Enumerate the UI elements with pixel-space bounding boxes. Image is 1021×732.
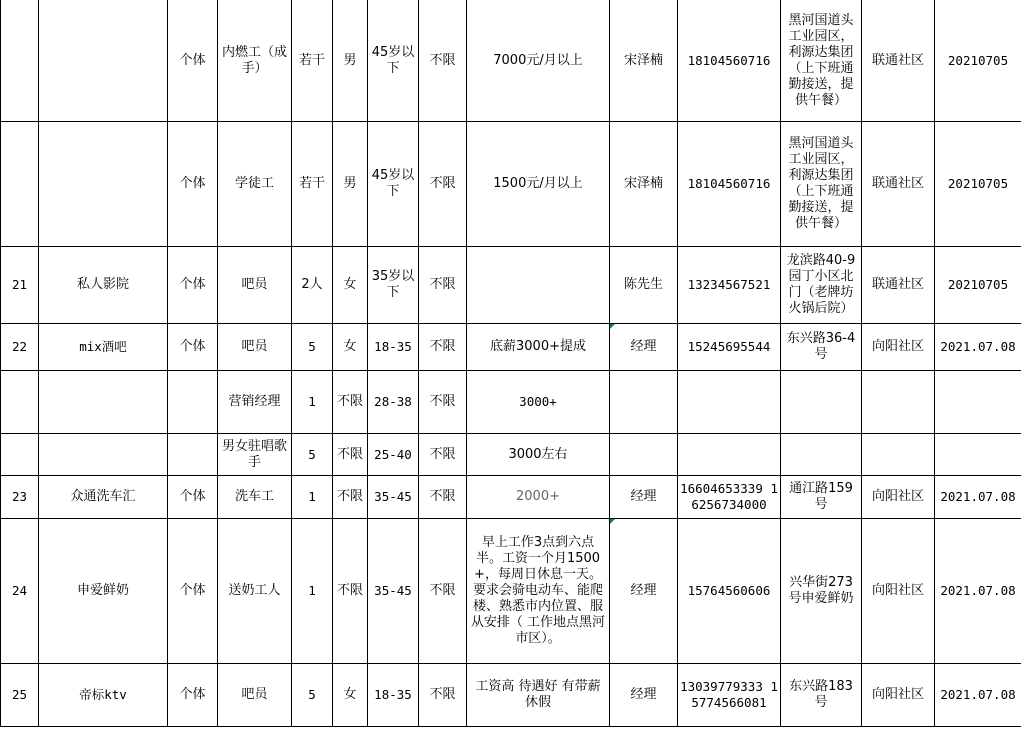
cell-education[interactable]: 不限 bbox=[419, 0, 467, 122]
table-row bbox=[1, 434, 1021, 476]
cell-age[interactable]: 35-45 bbox=[368, 476, 419, 519]
table-row bbox=[1, 519, 1021, 664]
cell-address[interactable]: 兴华街273号申爱鲜奶 bbox=[781, 519, 862, 664]
cell-date[interactable]: 2021.07.08 bbox=[935, 324, 1021, 371]
cell-education[interactable]: 不限 bbox=[419, 434, 467, 476]
cell-type[interactable]: 个体 bbox=[168, 122, 218, 247]
cell-gender[interactable]: 不限 bbox=[333, 434, 368, 476]
cell-gender[interactable]: 女 bbox=[333, 247, 368, 324]
cell-age[interactable]: 45岁以下 bbox=[368, 0, 419, 122]
cell-address[interactable]: 黑河国道头工业园区，利源达集团（上下班通勤接送，提供午餐） bbox=[781, 122, 862, 247]
cell-phone[interactable]: 15764560606 bbox=[678, 519, 781, 664]
cell-contact[interactable]: 陈先生 bbox=[610, 247, 678, 324]
cell-community[interactable]: 向阳社区 bbox=[862, 476, 935, 519]
cell-type[interactable]: 个体 bbox=[168, 0, 218, 122]
cell-date[interactable]: 20210705 bbox=[935, 247, 1021, 324]
cell-phone[interactable]: 18104560716 bbox=[678, 122, 781, 247]
cell-community[interactable] bbox=[862, 434, 935, 476]
cell-contact[interactable]: 经理 bbox=[610, 664, 678, 727]
cell-date[interactable] bbox=[935, 434, 1021, 476]
cell-age[interactable]: 35-45 bbox=[368, 519, 419, 664]
cell-no[interactable] bbox=[1, 371, 39, 434]
cell-gender[interactable]: 不限 bbox=[333, 371, 368, 434]
cell-no[interactable] bbox=[1, 122, 39, 247]
cell-position[interactable]: 洗车工 bbox=[218, 476, 292, 519]
cell-phone[interactable]: 13039779333 15774566081 bbox=[678, 664, 781, 727]
cell-salary[interactable]: 3000+ bbox=[467, 371, 610, 434]
cell-type[interactable] bbox=[168, 434, 218, 476]
cell-phone[interactable] bbox=[678, 434, 781, 476]
cell-company[interactable] bbox=[39, 434, 168, 476]
table-row bbox=[1, 324, 1021, 371]
cell-education[interactable]: 不限 bbox=[419, 664, 467, 727]
cell-company[interactable]: 帝标ktv bbox=[39, 664, 168, 727]
cell-count[interactable]: 1 bbox=[292, 476, 333, 519]
cell-phone[interactable]: 16604653339 16256734000 bbox=[678, 476, 781, 519]
cell-count[interactable]: 1 bbox=[292, 371, 333, 434]
cell-gender[interactable]: 不限 bbox=[333, 519, 368, 664]
cell-company[interactable] bbox=[39, 122, 168, 247]
cell-date[interactable]: 20210705 bbox=[935, 0, 1021, 122]
cell-phone[interactable]: 18104560716 bbox=[678, 0, 781, 122]
cell-company[interactable]: 申爱鲜奶 bbox=[39, 519, 168, 664]
table-row bbox=[1, 371, 1021, 434]
cell-contact[interactable]: 宋泽楠 bbox=[610, 0, 678, 122]
cell-address[interactable]: 东兴路36-4号 bbox=[781, 324, 862, 371]
table-row bbox=[1, 122, 1021, 247]
cell-contact[interactable]: 经理 bbox=[610, 519, 678, 664]
cell-community[interactable]: 向阳社区 bbox=[862, 664, 935, 727]
cell-date[interactable]: 20210705 bbox=[935, 122, 1021, 247]
cell-position[interactable]: 男女驻唱歌手 bbox=[218, 434, 292, 476]
table-row bbox=[1, 664, 1021, 727]
cell-no[interactable]: 25 bbox=[1, 664, 39, 727]
cell-count[interactable]: 5 bbox=[292, 324, 333, 371]
cell-count[interactable]: 1 bbox=[292, 519, 333, 664]
cell-education[interactable]: 不限 bbox=[419, 371, 467, 434]
cell-gender[interactable]: 女 bbox=[333, 664, 368, 727]
cell-salary[interactable] bbox=[467, 247, 610, 324]
cell-company[interactable]: 众通洗车汇 bbox=[39, 476, 168, 519]
cell-community[interactable]: 联通社区 bbox=[862, 247, 935, 324]
cell-community[interactable] bbox=[862, 371, 935, 434]
cell-type[interactable]: 个体 bbox=[168, 247, 218, 324]
cell-position[interactable]: 吧员 bbox=[218, 247, 292, 324]
cell-salary[interactable]: 底薪3000+提成 bbox=[467, 324, 610, 371]
cell-education[interactable]: 不限 bbox=[419, 122, 467, 247]
cell-type[interactable] bbox=[168, 371, 218, 434]
cell-phone[interactable]: 13234567521 bbox=[678, 247, 781, 324]
cell-salary[interactable]: 工资高 待遇好 有带薪休假 bbox=[467, 664, 610, 727]
cell-address[interactable] bbox=[781, 371, 862, 434]
cell-education[interactable]: 不限 bbox=[419, 247, 467, 324]
cell-no[interactable] bbox=[1, 0, 39, 122]
cell-salary[interactable]: 1500元/月以上 bbox=[467, 122, 610, 247]
cell-contact[interactable]: 宋泽楠 bbox=[610, 122, 678, 247]
cell-community[interactable]: 向阳社区 bbox=[862, 324, 935, 371]
cell-count[interactable]: 5 bbox=[292, 664, 333, 727]
cell-count[interactable]: 若干 bbox=[292, 122, 333, 247]
cell-address[interactable]: 东兴路183号 bbox=[781, 664, 862, 727]
cell-phone[interactable] bbox=[678, 371, 781, 434]
cell-salary[interactable]: 3000左右 bbox=[467, 434, 610, 476]
cell-age[interactable]: 18-35 bbox=[368, 324, 419, 371]
cell-gender[interactable]: 不限 bbox=[333, 476, 368, 519]
cell-phone[interactable]: 15245695544 bbox=[678, 324, 781, 371]
cell-contact[interactable] bbox=[610, 371, 678, 434]
cell-gender[interactable]: 男 bbox=[333, 0, 368, 122]
cell-age[interactable]: 25-40 bbox=[368, 434, 419, 476]
cell-no[interactable]: 23 bbox=[1, 476, 39, 519]
cell-date[interactable]: 2021.07.08 bbox=[935, 519, 1021, 664]
cell-salary[interactable]: 早上工作3点到六点半。工资一个月1500+，每周日休息一天。要求会骑电动车、能爬楼、熟悉市内位置、服从安排（ 工作地点黑河市区）。 bbox=[467, 519, 610, 664]
cell-address[interactable]: 龙滨路40-9园丁小区北门（老牌坊火锅后院） bbox=[781, 247, 862, 324]
table-row bbox=[1, 476, 1021, 519]
cell-count[interactable]: 若干 bbox=[292, 0, 333, 122]
cell-position[interactable]: 吧员 bbox=[218, 324, 292, 371]
cell-no[interactable]: 24 bbox=[1, 519, 39, 664]
cell-no[interactable] bbox=[1, 434, 39, 476]
cell-age[interactable]: 45岁以下 bbox=[368, 122, 419, 247]
cell-position[interactable]: 学徒工 bbox=[218, 122, 292, 247]
cell-type[interactable]: 个体 bbox=[168, 664, 218, 727]
cell-gender[interactable]: 女 bbox=[333, 324, 368, 371]
cell-count[interactable]: 2人 bbox=[292, 247, 333, 324]
cell-salary[interactable]: 2000+ bbox=[467, 476, 610, 519]
cell-position[interactable]: 营销经理 bbox=[218, 371, 292, 434]
cell-address[interactable]: 通江路159号 bbox=[781, 476, 862, 519]
cell-address[interactable]: 黑河国道头工业园区，利源达集团（上下班通勤接送，提供午餐） bbox=[781, 0, 862, 122]
cell-date[interactable]: 2021.07.08 bbox=[935, 664, 1021, 727]
table-row bbox=[1, 247, 1021, 324]
cell-position[interactable]: 吧员 bbox=[218, 664, 292, 727]
cell-no[interactable]: 22 bbox=[1, 324, 39, 371]
cell-education[interactable]: 不限 bbox=[419, 476, 467, 519]
cell-type[interactable]: 个体 bbox=[168, 324, 218, 371]
cell-education[interactable]: 不限 bbox=[419, 324, 467, 371]
cell-count[interactable]: 5 bbox=[292, 434, 333, 476]
table-row bbox=[1, 0, 1021, 122]
cell-salary[interactable]: 7000元/月以上 bbox=[467, 0, 610, 122]
cell-date[interactable] bbox=[935, 371, 1021, 434]
cell-company[interactable] bbox=[39, 0, 168, 122]
cell-age[interactable]: 18-35 bbox=[368, 664, 419, 727]
cell-no[interactable]: 21 bbox=[1, 247, 39, 324]
cell-community[interactable]: 联通社区 bbox=[862, 122, 935, 247]
cell-company[interactable]: 私人影院 bbox=[39, 247, 168, 324]
cell-contact[interactable]: 经理 bbox=[610, 324, 678, 371]
cell-address[interactable] bbox=[781, 434, 862, 476]
cell-company[interactable]: mix酒吧 bbox=[39, 324, 168, 371]
cell-contact[interactable]: 经理 bbox=[610, 476, 678, 519]
cell-age[interactable]: 28-38 bbox=[368, 371, 419, 434]
cell-community[interactable]: 联通社区 bbox=[862, 0, 935, 122]
cell-type[interactable]: 个体 bbox=[168, 476, 218, 519]
cell-contact[interactable] bbox=[610, 434, 678, 476]
cell-company[interactable] bbox=[39, 371, 168, 434]
cell-position[interactable]: 送奶工人 bbox=[218, 519, 292, 664]
cell-position[interactable]: 内燃工（成手） bbox=[218, 0, 292, 122]
cell-type[interactable]: 个体 bbox=[168, 519, 218, 664]
cell-date[interactable]: 2021.07.08 bbox=[935, 476, 1021, 519]
cell-education[interactable]: 不限 bbox=[419, 519, 467, 664]
cell-community[interactable]: 向阳社区 bbox=[862, 519, 935, 664]
cell-gender[interactable]: 男 bbox=[333, 122, 368, 247]
cell-age[interactable]: 35岁以下 bbox=[368, 247, 419, 324]
